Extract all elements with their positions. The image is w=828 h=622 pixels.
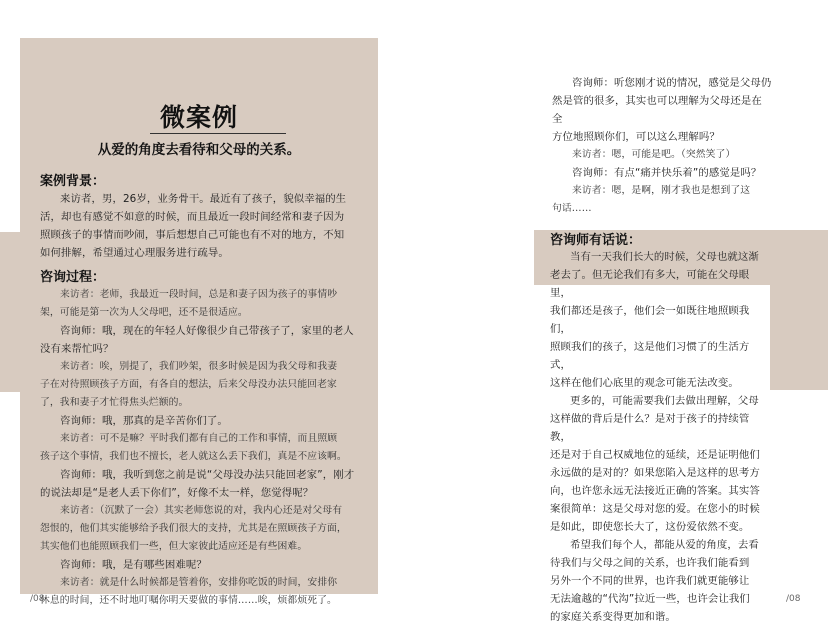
counselor-paragraph-line: 无法逾越的“代沟”拉近一些，也许会让我们 xyxy=(550,593,750,605)
visitor-line: 来访者：可不是嘛？平时我们都有自己的工作和事情，而且照顾 xyxy=(60,433,338,444)
background-line: 照顾孩子的事情而吵闹，事后想想自己可能也有不对的地方，不知 xyxy=(40,229,345,241)
counselor-paragraph-line: 我们都还是孩子，他们会一如既往地照顾我们， xyxy=(550,305,750,335)
visitor-line: 来访者：老师，我最近一段时间，总是和妻子因为孩子的事情吵 xyxy=(60,289,338,300)
visitor-line: 其实他们也能照顾我们一些，但大家彼此适应还是有些困难。 xyxy=(40,541,308,552)
visitor-line: 休息的时间，还不时地叮嘱你明天要做的事情……唉，烦都烦死了。 xyxy=(40,595,337,606)
background-text xyxy=(40,190,370,262)
counselor-heading: 咨询师有话说： xyxy=(550,233,642,248)
visitor-line: 架，可能是第一次为人父母吧，还不是很适应。 xyxy=(40,307,248,318)
counselor-paragraph-line: 永远做的是对的？如果您陷入是这样的思考方 xyxy=(550,467,760,479)
visitor-line: 来访者：唉，别提了，我们吵架，很多时候是因为我父母和我妻 xyxy=(60,361,338,372)
page-number: /08 xyxy=(786,594,801,604)
background-line: 来访者，男，26岁，业务骨干。最近有了孩子，貌似幸福的生 xyxy=(60,193,347,205)
counselor-paragraph-line: 还是对于自己权威地位的延续，还是证明他们 xyxy=(550,449,760,461)
background-line: 如何排解，希望通过心理服务进行疏导。 xyxy=(40,247,229,259)
counselor-line: 咨询师：哦，我听到您之前是说“父母没办法只能回老家”，刚才 xyxy=(60,469,355,481)
counselor-line: 没有来帮忙吗？ xyxy=(40,343,114,355)
visitor-line: 孩子这个事情，我们也不擅长，老人就这么丢下我们，真是不应该啊。 xyxy=(40,451,347,462)
counselor-paragraph-line: 的家庭关系变得更加和谐。 xyxy=(550,611,676,622)
counselor-line: 咨询师：哦，是有哪些困难呢？ xyxy=(60,559,207,571)
background-heading: 案例背景： xyxy=(40,174,106,189)
left-beige-notch xyxy=(0,232,20,392)
visitor-line: 怨恨的，他们其实能够给予我们很大的支持，尤其是在照顾孩子方面， xyxy=(40,523,347,534)
counselor-line: 咨询师：哦，现在的年轻人好像很少自己带孩子了，家里的老人 xyxy=(60,325,354,337)
counselor-paragraph-line: 另外一个不同的世界，也许我们就更能够让 xyxy=(550,575,750,587)
right-page xyxy=(414,0,828,622)
counselor-line: 咨询师：有点“痛并快乐着”的感觉是吗？ xyxy=(572,167,762,179)
counselor-paragraph-line: 更多的，可能需要我们去做出理解，父母 xyxy=(570,395,759,407)
visitor-line: 子在对待照顾孩子方面，有各自的想法，后来父母没办法只能回老家 xyxy=(40,379,337,390)
process-heading: 咨询过程： xyxy=(40,270,106,285)
counselor-paragraph-line: 希望我们每个人，都能从爱的角度，去看 xyxy=(570,539,759,551)
visitor-line: 句话…… xyxy=(552,203,592,214)
counselor-text xyxy=(550,248,770,622)
visitor-line: 来访者：嗯，可能是吧。（突然笑了） xyxy=(572,149,736,160)
title-underline xyxy=(150,133,286,134)
dialogue-list xyxy=(552,74,772,218)
dialogue-list xyxy=(40,286,374,610)
page-number: /08 xyxy=(30,594,45,604)
counselor-paragraph-line: 照顾我们的孩子，这是他们习惯了的生活方式， xyxy=(550,341,750,371)
right-beige-notch xyxy=(770,230,828,390)
visitor-line: 了，我和妻子才忙得焦头烂额的。 xyxy=(40,397,189,408)
visitor-line: 来访者：（沉默了一会）其实老师您说的对，我内心还是对父母有 xyxy=(60,505,343,516)
visitor-line: 来访者：就是什么时候都是管着你，安排你吃饭的时间，安排你 xyxy=(60,577,338,588)
page-title: 微案例 xyxy=(159,103,238,132)
counselor-paragraph-line: 这样做的背后是什么？是对于孩子的持续管教， xyxy=(550,413,750,443)
counselor-paragraph-line: 向，也许您永远无法接近正确的答案。其实答 xyxy=(550,485,760,497)
counselor-line: 方位地照顾你们，可以这么理解吗？ xyxy=(552,131,720,143)
counselor-paragraph-line: 是如此，即使您长大了，这份爱依然不变。 xyxy=(550,521,750,533)
counselor-paragraph-line: 这样在他们心底里的观念可能无法改变。 xyxy=(550,377,739,389)
counselor-line: 咨询师：哦，那真的是辛苦你们了。 xyxy=(60,415,228,427)
background-line: 活，却也有感觉不如意的时候，而且最近一段时间经常和妻子因为 xyxy=(40,211,345,223)
visitor-line: 来访者：嗯，是啊，刚才我也是想到了这 xyxy=(572,185,751,196)
counselor-line: 然是管的很多，其实也可以理解为父母还是在全 xyxy=(552,95,762,125)
page-subtitle: 从爱的角度去看待和父母的关系。 xyxy=(97,142,301,158)
counselor-line: 咨询师：听您刚才说的情况，感觉是父母仍 xyxy=(572,77,772,89)
counselor-line: 的说法却是“是老人丢下你们”，好像不太一样，您觉得呢？ xyxy=(40,487,314,499)
counselor-paragraph-line: 案很简单：这是父母对您的爱。在您小的时候 xyxy=(550,503,760,515)
counselor-paragraph-line: 当有一天我们长大的时候，父母也就这渐 xyxy=(570,251,759,263)
counselor-paragraph-line: 老去了。但无论我们有多大，可能在父母眼里， xyxy=(550,269,750,299)
counselor-paragraph-line: 待我们与父母之间的关系，也许我们能看到 xyxy=(550,557,750,569)
